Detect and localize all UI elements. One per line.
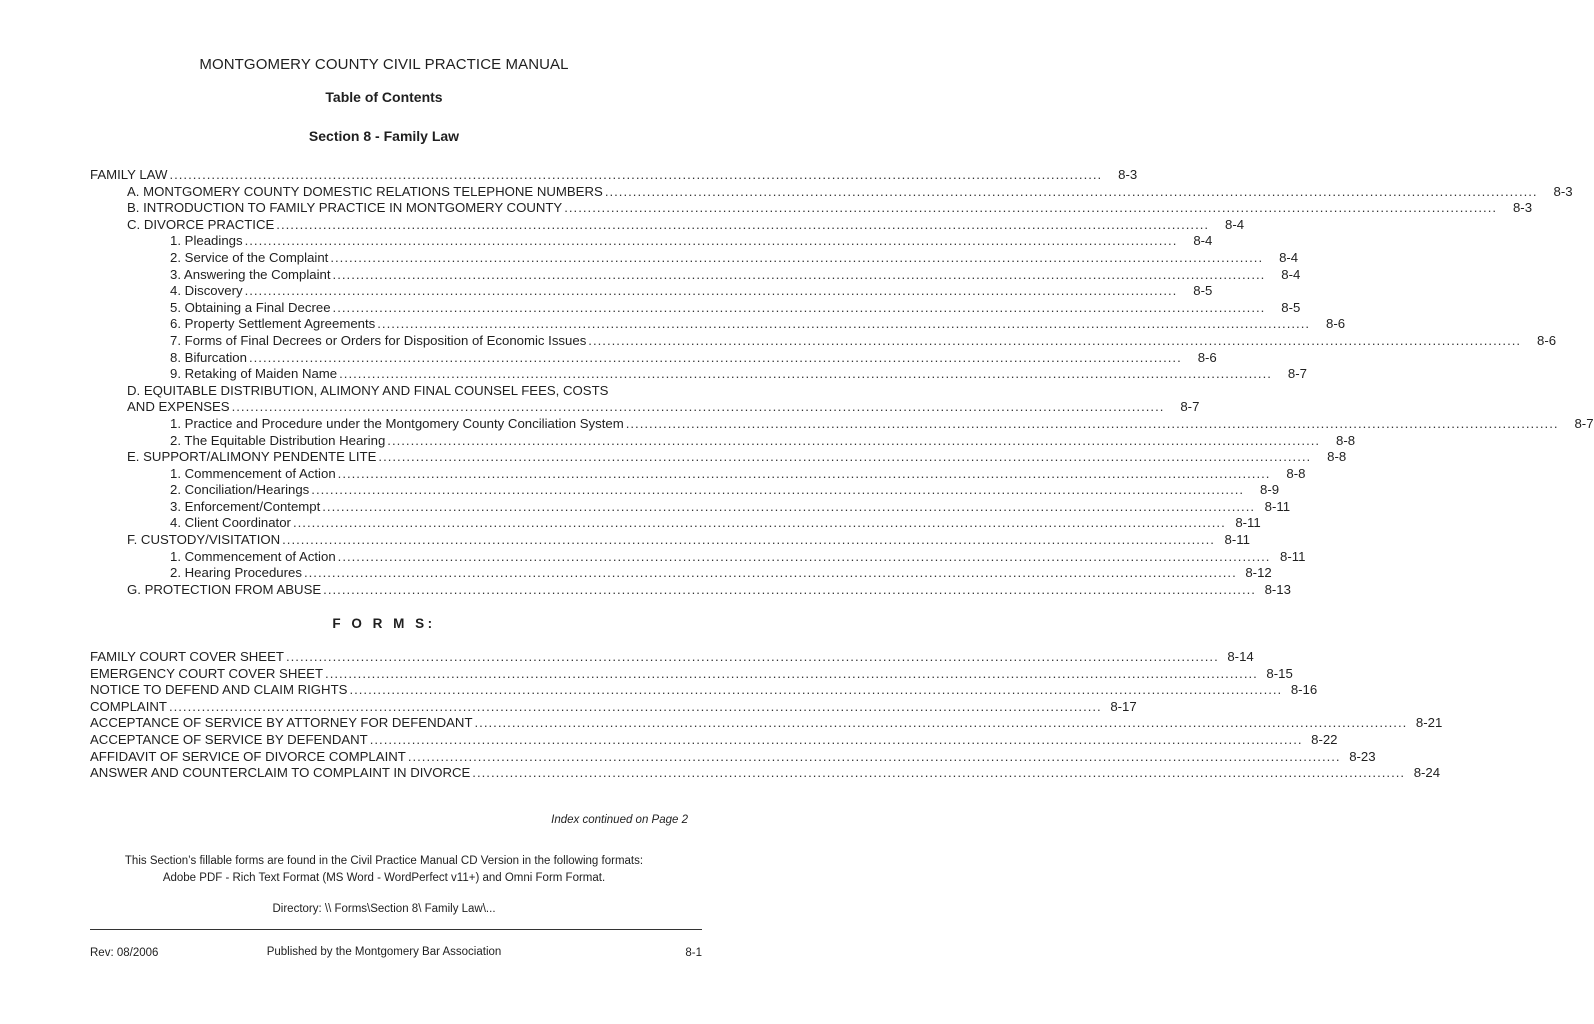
fillable-note-line-2: Adobe PDF - Rich Text Format (MS Word - WordPerfect v11+) and Omni Form Format. [162,872,606,884]
form-entry[interactable] [90,765,1441,782]
toc-entry-label: 1. Pleadings [170,233,243,249]
toc-entry[interactable] [90,515,1261,532]
toc-entry-line: D. EQUITABLE DISTRIBUTION, ALIMONY AND FINAL COUNSEL FEES, COSTS [127,382,609,398]
toc-entry-page: 8-9 [1260,482,1280,498]
form-entry[interactable] [90,715,1443,732]
toc-entry-page: 8-3 [1118,167,1138,182]
toc-entry-label: FAMILY LAW [90,167,168,182]
form-entry[interactable] [90,665,1293,683]
toc-entry[interactable] [90,482,1280,499]
toc-entry[interactable] [90,548,1306,566]
toc-entry-label: 2. Conciliation/Hearings [170,482,310,498]
form-entry-page: 8-24 [1413,765,1441,781]
toc-entry-label: 3. Enforcement/Contempt [170,498,321,514]
toc-entry-page: 8-4 [1281,266,1301,282]
toc-entry-label: B. INTRODUCTION TO FAMILY PRACTICE IN MONTGOMERY COUNTY [127,200,563,216]
toc-entry[interactable] [90,465,1306,483]
toc-entry-page: 8-4 [1193,233,1213,249]
dot-leader: ........................................................................................................................................................................................................ [332,299,1266,315]
manual-title: MONTGOMERY COUNTY CIVIL PRACTICE MANUAL [199,56,569,73]
toc-entry-page: 8-7 [1180,399,1200,415]
publisher-line: Published by the Montgomery Bar Association [266,946,502,958]
dot-leader: ........................................................................................................................................................................................................ [231,399,1165,415]
dot-leader: ........................................................................................................................................................................................................ [564,200,1498,216]
toc-entry-label: E. SUPPORT/ALIMONY PENDENTE LITE [127,449,377,465]
toc-entry-label: 9. Retaking of Maiden Name [170,366,338,382]
toc-entry-page: 8-11 [1224,532,1250,548]
dot-leader: ........................................................................................................................................................................................................ [472,765,1406,781]
toc-entry[interactable] [90,366,1307,383]
form-entry[interactable] [90,649,1254,666]
dot-leader: ........................................................................................................................................................................................................ [337,465,1271,481]
dot-leader: ........................................................................................................................................................................................................ [339,366,1272,382]
toc-entry-page: 8-5 [1281,299,1301,315]
form-entry-label: NOTICE TO DEFEND AND CLAIM RIGHTS [90,682,348,698]
form-entry-label: ACCEPTANCE OF SERVICE BY DEFENDANT [90,731,368,747]
toc-entry-label: 3. Answering the Complaint [170,266,331,282]
dot-leader: ........................................................................................................................................................................................................ [377,316,1311,332]
toc-entry-page: 8-4 [1225,216,1245,232]
dot-leader: ........................................................................................................................................................................................................ [330,249,1264,265]
dot-leader: ........................................................................................................................................................................................................ [248,349,1182,365]
dot-leader: ........................................................................................................................................................................................................ [282,532,1215,548]
forms-list [90,649,1443,782]
toc-entry-label: 1. Commencement of Action [170,548,336,564]
toc-entry-label: 1. Practice and Procedure under the Montgomery County Conciliation System [170,415,624,431]
toc-entry-page: 8-8 [1327,449,1347,465]
index-continued-note: Index continued on Page 2 [551,814,688,826]
dot-leader: ........................................................................................................................................................................................................ [244,233,1178,249]
toc-entry[interactable] [90,532,1250,549]
dot-leader: ........................................................................................................................................................................................................ [349,682,1283,698]
dot-leader: ........................................................................................................................................................................................................ [292,515,1226,531]
dot-leader: ........................................................................................................................................................................................................ [369,731,1303,747]
form-entry-label: EMERGENCY COURT COVER SHEET [90,665,324,681]
toc-entry-page: 8-6 [1197,349,1217,365]
dot-leader: ........................................................................................................................................................................................................ [337,548,1271,564]
toc-entry-label: 4. Discovery [170,283,243,299]
toc-entry-label: 4. Client Coordinator [170,515,291,531]
dot-leader: ........................................................................................................................................................................................................ [311,482,1245,498]
toc-entry-label: 2. The Equitable Distribution Hearing [170,432,386,448]
form-entry-label: FAMILY COURT COVER SHEET [90,649,284,664]
form-entry[interactable] [90,731,1338,749]
table-of-contents [90,167,1594,598]
dot-leader: ........................................................................................................................................................................................................ [407,748,1341,764]
forms-heading: F O R M S: [332,616,436,631]
toc-entry[interactable] [90,415,1594,433]
form-entry-page: 8-23 [1349,748,1376,764]
toc-entry-label: A. MONTGOMERY COUNTY DOMESTIC RELATIONS TELEPHONE NUMBERS [127,183,603,199]
toc-entry-page: 8-8 [1286,465,1306,481]
form-entry-page: 8-17 [1110,698,1137,714]
toc-entry-label: C. DIVORCE PRACTICE [127,216,275,232]
toc-entry[interactable] [90,349,1217,367]
toc-entry[interactable] [90,283,1213,300]
toc-entry[interactable] [90,183,1573,201]
section-heading: Section 8 - Family Law [308,128,460,144]
toc-entry[interactable] [90,233,1213,250]
fillable-forms-note [0,853,768,887]
toc-entry-label: G. PROTECTION FROM ABUSE [127,581,322,597]
form-entry[interactable] [90,698,1137,716]
toc-entry[interactable] [90,316,1346,333]
toc-entry-page: 8-13 [1264,581,1291,597]
dot-leader: ........................................................................................................................................................................................................ [303,565,1237,581]
dot-leader: ........................................................................................................................................................................................................ [169,167,1103,182]
form-entry[interactable] [90,748,1376,766]
dot-leader: ........................................................................................................................................................................................................ [474,715,1408,731]
toc-entry-page: 8-3 [1553,183,1573,199]
fillable-note-line-1: This Section’s fillable forms are found in the Civil Practice Manual CD Version in the following formats: [124,855,644,867]
toc-entry[interactable] [90,200,1533,217]
toc-entry-page: 8-11 [1235,515,1261,531]
toc-entry-label: 6. Property Settlement Agreements [170,316,376,332]
form-entry-label: COMPLAINT [90,698,167,714]
dot-leader: ........................................................................................................................................................................................................ [604,183,1538,199]
toc-entry-label: 5. Obtaining a Final Decree [170,299,331,315]
dot-leader: ........................................................................................................................................................................................................ [322,498,1256,514]
dot-leader: ........................................................................................................................................................................................................ [387,432,1321,448]
dot-leader: ........................................................................................................................................................................................................ [276,216,1210,232]
toc-entry-page: 8-7 [1287,366,1307,382]
form-entry-label: ACCEPTANCE OF SERVICE BY ATTORNEY FOR DEFENDANT [90,715,473,731]
toc-entry-label: 8. Bifurcation [170,349,247,365]
toc-entry-page: 8-11 [1280,548,1306,564]
toc-entry[interactable] [90,216,1245,234]
dot-leader: ........................................................................................................................................................................................................ [285,649,1219,664]
form-entry-page: 8-16 [1290,682,1318,698]
form-entry[interactable] [90,682,1318,699]
dot-leader: ........................................................................................................................................................................................................ [323,581,1256,597]
page-number: 8-1 [685,947,702,959]
footer-divider [90,929,702,930]
toc-entry[interactable] [90,266,1301,284]
toc-entry-page: 8-5 [1193,283,1213,299]
toc-entry-label: AND EXPENSES [127,399,230,415]
toc-entry[interactable] [90,299,1301,317]
dot-leader: ........................................................................................................................................................................................................ [325,665,1258,681]
toc-entry[interactable] [90,332,1557,350]
toc-entry-page: 8-6 [1537,332,1557,348]
toc-entry-page: 8-8 [1336,432,1356,448]
form-entry-page: 8-15 [1266,665,1293,681]
toc-entry[interactable] [90,565,1272,582]
toc-entry[interactable] [90,498,1291,516]
toc-entry-page: 8-4 [1279,249,1299,265]
form-entry-label: AFFIDAVIT OF SERVICE OF DIVORCE COMPLAINT [90,748,406,764]
dot-leader: ........................................................................................................................................................................................................ [588,332,1522,348]
toc-entry-page: 8-11 [1264,498,1291,514]
dot-leader: ........................................................................................................................................................................................................ [625,415,1559,431]
toc-entry[interactable] [90,449,1347,466]
toc-entry-page: 8-12 [1245,565,1272,581]
toc-entry-label: 7. Forms of Final Decrees or Orders for Disposition of Economic Issues [170,332,587,348]
toc-entry[interactable] [90,167,1138,184]
form-entry-page: 8-14 [1227,649,1254,664]
toc-entry[interactable] [90,399,1200,416]
toc-entry[interactable] [90,432,1356,450]
form-entry-page: 8-21 [1415,715,1443,731]
toc-entry[interactable] [90,581,1291,599]
toc-entry-page: 8-7 [1574,415,1594,431]
revision-date: Rev: 08/2006 [90,947,159,959]
toc-entry-label: 2. Hearing Procedures [170,565,302,581]
dot-leader: ........................................................................................................................................................................................................ [168,698,1102,714]
toc-entry-page: 8-6 [1325,316,1346,332]
toc-entry-page: 8-3 [1512,200,1533,216]
form-entry-page: 8-22 [1311,731,1338,747]
toc-entry[interactable] [90,249,1299,267]
toc-heading: Table of Contents [325,89,443,105]
toc-entry-label: 2. Service of the Complaint [170,249,329,265]
directory-path: Directory: \\ Forms\Section 8\ Family Law\... [272,903,496,915]
dot-leader: ........................................................................................................................................................................................................ [378,449,1312,465]
dot-leader: ........................................................................................................................................................................................................ [244,283,1178,299]
dot-leader: ........................................................................................................................................................................................................ [332,266,1266,282]
toc-entry-label: 1. Commencement of Action [170,465,336,481]
form-entry-label: ANSWER AND COUNTERCLAIM TO COMPLAINT IN DIVORCE [90,765,471,781]
toc-entry-label: F. CUSTODY/VISITATION [127,532,281,548]
